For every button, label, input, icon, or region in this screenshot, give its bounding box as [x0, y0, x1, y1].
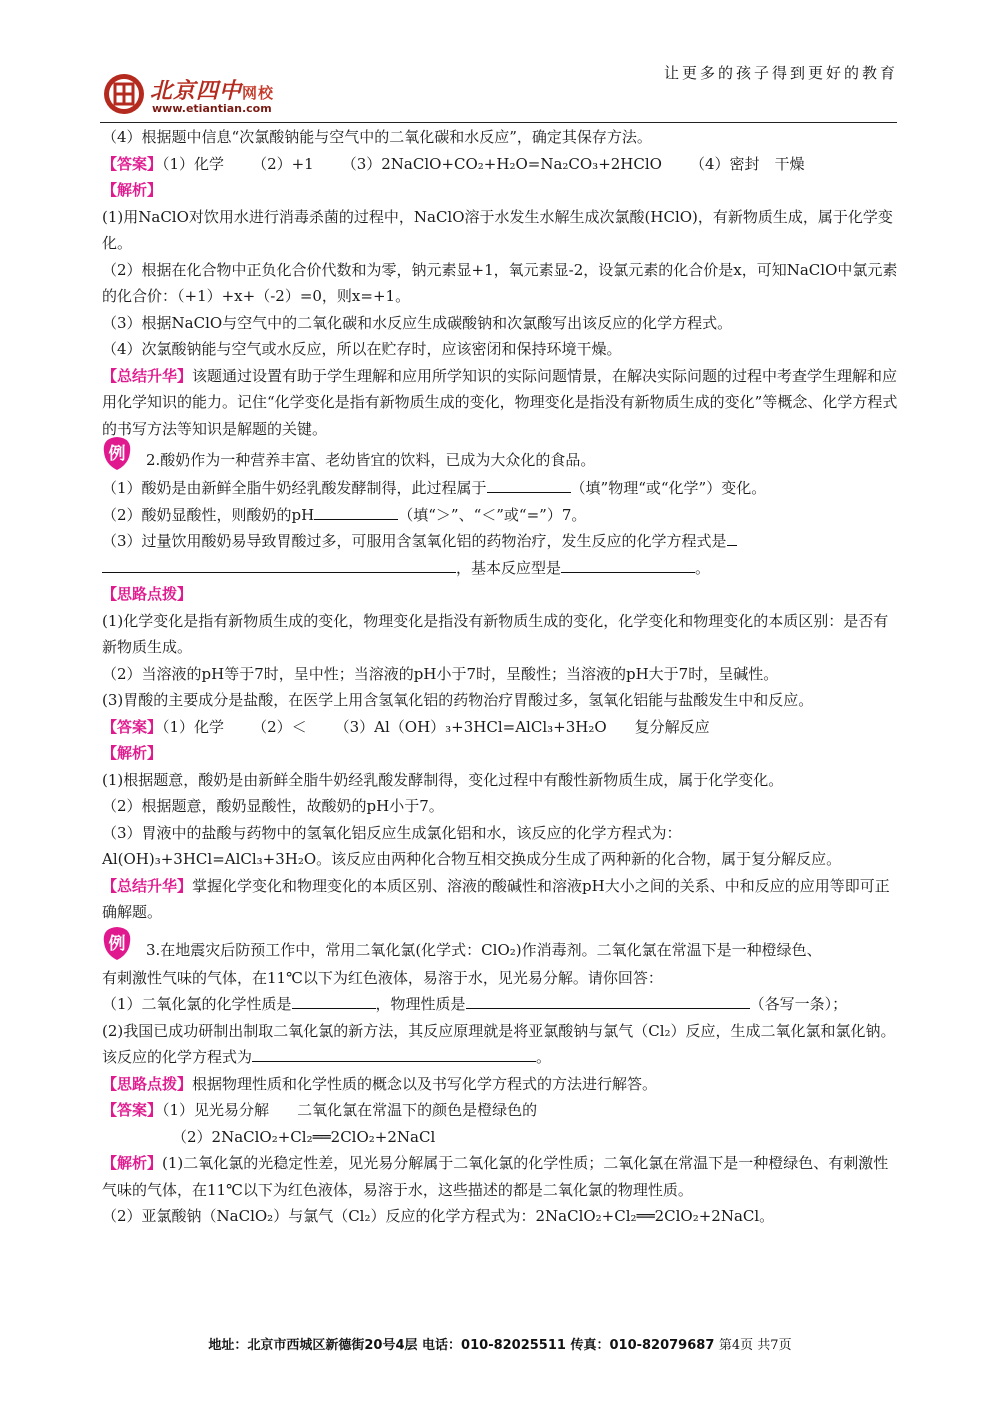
hint-label: 【思路点拨】 [102, 1074, 193, 1093]
analysis-label-line [102, 740, 898, 767]
analysis-label: 【解析】 [102, 744, 163, 762]
answer-line: （2）2NaClO₂+Cl₂══2ClO₂+2NaCl [172, 1127, 436, 1146]
analysis-paragraph: （2）根据题意，酸奶显酸性，故酸奶的pH小于7。 [102, 797, 444, 815]
analysis-paragraph: 【解析】(1)二氧化氯的光稳定性差，见光易分解属于二氧化氯的化学性质；二氧化氯在常温下是一种橙绿色、有刺激性气味的气体，在11℃以下为红色液体，易溶于水，这些描述的都是二氧化氯的物理性质。 [102, 1154, 889, 1199]
hint-paragraph: (1)化学变化是指有新物质生成的变化，物理变化是指没有新物质生成的变化，化学变化和物理变化的本质区别：是否有新物质生成。 [102, 611, 889, 656]
summary-paragraph: 【总结升华】掌握化学变化和物理变化的本质区别、溶液的酸碱性和溶液pH大小之间的关系、中和反应的应用等即可正确解题。 [102, 876, 890, 921]
analysis-paragraph: (1)根据题意，酸奶是由新鲜全脂牛奶经乳酸发酵制得，变化过程中有酸性新物质生成，属于化学变化。 [102, 770, 784, 789]
page-header [100, 60, 900, 122]
hint-label: 【思路点拨】 [102, 585, 193, 603]
question-text: （4）根据题中信息“次氯酸钠能与空气中的二氧化碳和水反应”，确定其保存方法。 [102, 128, 652, 146]
answer-blank[interactable] [561, 555, 695, 573]
answer-blank[interactable] [466, 991, 750, 1009]
analysis-paragraph: Al(OH)₃+3HCl=AlCl₃+3H₂O。该反应由两种化合物互相交换成分生成了两种新的化合物，属于复分解反应。 [102, 850, 842, 868]
analysis-paragraph: （3）根据NaClO与空气中的二氧化碳和水反应生成碳酸钠和次氯酸写出该反应的化学方程式。 [102, 313, 733, 332]
page-number: 第4页 共7页 [718, 1338, 792, 1353]
answer-label: 【答案】 [102, 717, 163, 736]
answer-blank[interactable] [252, 1044, 536, 1062]
question-text: ，基本反应型是 。 [102, 555, 898, 582]
example-heading [102, 442, 898, 475]
footer-address: 地址：北京市西城区新德街20号4层 电话：010-82025511 传真：010-82079687 [208, 1338, 715, 1353]
document-body [102, 124, 898, 1230]
summary-paragraph: 【总结升华】该题通过设置有助于学生理解和应用所学知识的实际问题情景，在解决实际问题的过程中考查学生理解和应用化学知识的能力。记住“化学变化是指有新物质生成的变化，物理变化是指没有新物质生成的变化”等概念、化学方程式的书写方法等知识是解题的关键。 [102, 366, 898, 438]
page-footer [100, 1334, 900, 1353]
answer-blank[interactable] [727, 528, 737, 546]
analysis-label: 【解析】 [102, 1154, 163, 1172]
hint-paragraph: （2）当溶液的pH等于7时，呈中性；当溶液的pH小于7时，呈酸性；当溶液的pH大于7时，呈碱性。 [102, 664, 779, 683]
analysis-label-line [102, 177, 898, 204]
question-text: （1）酸奶是由新鲜全脂牛奶经乳酸发酵制得，此过程属于 （填”物理“或“化学”）变化。 [102, 475, 898, 502]
question-text: 有刺激性气味的气体，在11℃以下为红色液体，易溶于水，见光易分解。请你回答： [102, 968, 663, 987]
header-slogan: 让更多的孩子得到更好的教育 [663, 64, 898, 82]
answer-line: 【答案】（1）化学 （2）＜ （3）Al（OH）₃+3HCl=AlCl₃+3H₂O 复分解反应 [102, 717, 710, 736]
logo-title: 北京四中网校 [150, 79, 275, 104]
logo-seal-icon [102, 72, 146, 116]
answer-blank[interactable] [102, 555, 456, 573]
header-divider [100, 122, 897, 123]
question-text: (2)我国已成功研制出制取二氧化氯的新方法，其反应原理就是将亚氯酸钠与氯气（Cl₂）反应，生成二氧化氯和氯化钠。该反应的化学方程式为 。 [102, 1021, 896, 1066]
question-text: （2）酸奶显酸性，则酸奶的pH （填“＞”、“＜”或“=”）7。 [102, 502, 898, 529]
analysis-label: 【解析】 [102, 181, 163, 199]
analysis-paragraph: （4）次氯酸钠能与空气或水反应，所以在贮存时，应该密闭和保持环境干燥。 [102, 340, 622, 358]
example-title: 2.酸奶作为一种营养丰富、老幼皆宜的饮料，已成为大众化的食品。 [146, 451, 596, 469]
summary-label: 【总结升华】 [102, 876, 193, 895]
answer-line: 【答案】（1）见光易分解 二氧化氯在常温下的颜色是橙绿色的 [102, 1101, 538, 1119]
example-badge-icon [100, 924, 134, 964]
answer-label: 【答案】 [102, 1101, 163, 1119]
analysis-paragraph: (1)用NaClO对饮用水进行消毒杀菌的过程中，NaClO溶于水发生水解生成次氯酸(HClO)，有新物质生成，属于化学变化。 [102, 207, 893, 252]
analysis-paragraph: （2）亚氯酸钠（NaClO₂）与氯气（Cl₂）反应的化学方程式为：2NaClO₂+Cl₂══2ClO₂+2NaCl。 [102, 1207, 775, 1225]
logo [102, 72, 292, 116]
hint-label-line [102, 581, 898, 608]
answer-label: 【答案】 [102, 154, 163, 173]
answer-blank[interactable] [487, 475, 571, 493]
question-text: （3）过量饮用酸奶易导致胃酸过多，可服用含氢氧化铝的药物治疗，发生反应的化学方程式是 [102, 528, 898, 555]
answer-blank[interactable] [292, 991, 376, 1009]
logo-url: www.etiantian.com [152, 102, 272, 115]
svg-text:例: 例 [108, 444, 126, 464]
question-text: （1）二氧化氯的化学性质是 ，物理性质是 （各写一条）； [102, 991, 898, 1018]
example-heading [102, 932, 898, 965]
hint-paragraph: (3)胃酸的主要成分是盐酸，在医学上用含氢氧化铝的药物治疗胃酸过多，氢氧化铝能与盐酸发生中和反应。 [102, 691, 814, 709]
example-badge-icon [100, 434, 134, 474]
hint-line: 【思路点拨】根据物理性质和化学性质的概念以及书写化学方程式的方法进行解答。 [102, 1074, 658, 1093]
svg-text:例: 例 [108, 933, 126, 954]
analysis-paragraph: （3）胃液中的盐酸与药物中的氢氧化铝反应生成氯化铝和水，该反应的化学方程式为： [102, 823, 682, 842]
answer-line: 【答案】（1）化学 （2）+1 （3）2NaClO+CO₂+H₂O=Na₂CO₃+2HClO （4）密封 干燥 [102, 154, 805, 173]
analysis-paragraph: （2）根据在化合物中正负化合价代数和为零，钠元素显+1，氧元素显-2，设氯元素的化合价是x，可知NaClO中氯元素的化合价：（+1）+x+（-2）=0，则x=+1。 [102, 260, 898, 305]
answer-blank[interactable] [314, 502, 398, 520]
summary-label: 【总结升华】 [102, 366, 193, 385]
example-title: 3.在地震灾后防预工作中，常用二氧化氯(化学式：ClO₂)作消毒剂。二氧化氯在常温下是一种橙绿色、 [146, 940, 822, 959]
